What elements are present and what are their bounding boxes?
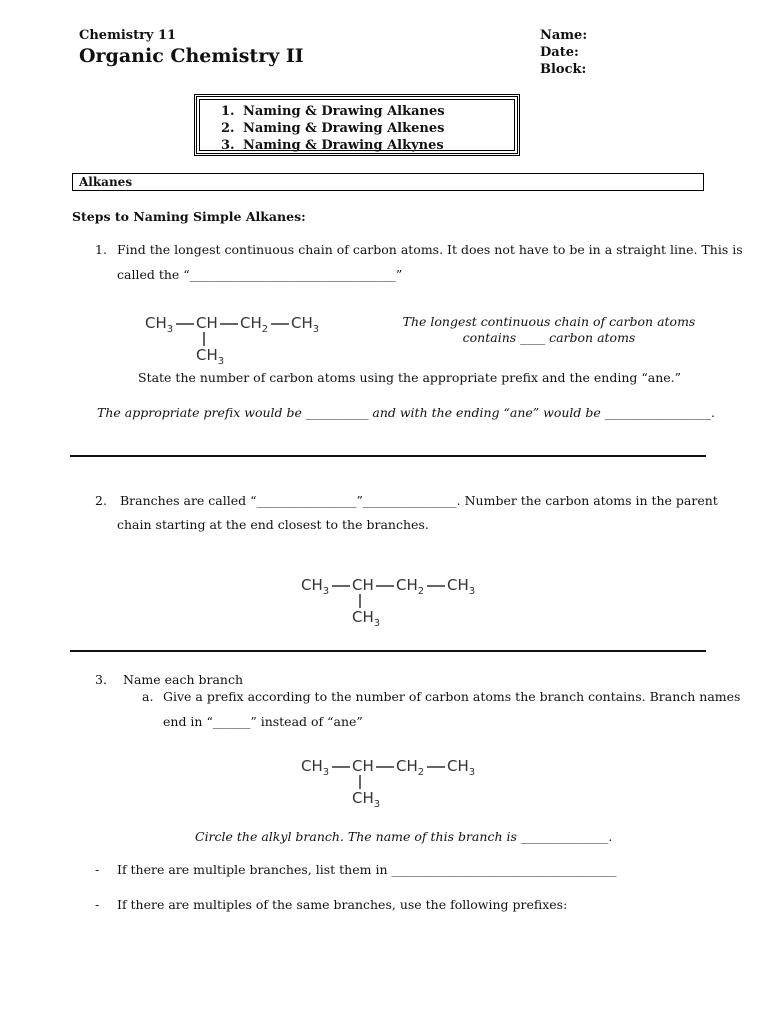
block-label: Block: <box>540 62 587 77</box>
step1-number: 1. <box>95 242 107 257</box>
bond-line <box>359 775 361 789</box>
name-label: Name: <box>540 28 588 43</box>
state-instruction: State the number of carbon atoms using the appropriate prefix and the ending “ane.” <box>138 370 682 385</box>
bond-line <box>220 323 238 325</box>
carbon-group: $CH_3$ <box>145 314 174 335</box>
bullet-same-branches: If there are multiples of the same branches, use the following prefixes: <box>117 897 568 912</box>
step2-text-line2: chain starting at the end closest to the branches. <box>117 517 429 532</box>
step2-text: Branches are called “________________”_______________. Number the carbon atoms in the parent <box>120 493 718 508</box>
bond-line <box>427 766 445 768</box>
carbon-group: CH <box>196 314 218 332</box>
structural-formula-3 <box>301 755 491 811</box>
carbon-group: $CH_3$ <box>291 314 320 335</box>
contents-item: 2. Naming & Drawing Alkenes <box>221 121 445 136</box>
bond-line <box>376 585 394 587</box>
bullet-dash: - <box>95 862 100 877</box>
divider <box>70 455 706 457</box>
contents-item: 3. Naming & Drawing Alkynes <box>221 138 444 153</box>
step3a-text-line2: end in “______” instead of “ane” <box>163 714 363 729</box>
step2-number: 2. <box>95 493 107 508</box>
carbon-group: CH <box>352 757 374 775</box>
carbon-group: $CH_2$ <box>396 757 425 778</box>
carbon-group: CH <box>352 576 374 594</box>
step1-text-line2: called the “_________________________________” <box>117 267 403 282</box>
alkyl-branch-question: Circle the alkyl branch. The name of this branch is ______________. <box>195 829 613 844</box>
prefix-question: The appropriate prefix would be __________ and with the ending “ane” would be _________________. <box>97 405 716 420</box>
carbon-group: $CH_2$ <box>396 576 425 597</box>
page-title: Organic Chemistry II <box>79 45 304 67</box>
bullet-multiple-branches: If there are multiple branches, list them in ____________________________________ <box>117 862 617 877</box>
structural-formula-1 <box>145 312 335 368</box>
bullet-dash: - <box>95 897 100 912</box>
step3-number: 3. <box>95 672 107 687</box>
bond-line <box>332 585 350 587</box>
branch-group: $CH_3$ <box>352 789 381 810</box>
step3a-letter: a. <box>142 689 154 704</box>
chain-note-line2: contains ____ carbon atoms <box>462 330 636 345</box>
bond-line <box>332 766 350 768</box>
course-name: Chemistry 11 <box>79 28 177 43</box>
step1-text: Find the longest continuous chain of carbon atoms. It does not have to be in a straight line. This is <box>117 242 743 257</box>
carbon-group: $CH_3$ <box>447 757 476 778</box>
step3a-text: Give a prefix according to the number of carbon atoms the branch contains. Branch names <box>163 689 741 704</box>
bond-line <box>203 332 205 346</box>
branch-group: $CH_3$ <box>352 608 381 629</box>
steps-heading: Steps to Naming Simple Alkanes: <box>72 209 306 224</box>
bond-line <box>271 323 289 325</box>
section-header: Alkanes <box>72 173 704 191</box>
carbon-group: $CH_3$ <box>301 576 330 597</box>
contents-item: 1. Naming & Drawing Alkanes <box>221 104 445 119</box>
contents-box <box>194 94 520 156</box>
bond-line <box>427 585 445 587</box>
carbon-group: $CH_3$ <box>301 757 330 778</box>
bond-line <box>359 594 361 608</box>
structural-formula-2 <box>301 574 491 630</box>
divider <box>70 650 706 652</box>
chain-note-line1: The longest continuous chain of carbon atoms <box>402 314 696 329</box>
bond-line <box>376 766 394 768</box>
branch-group: $CH_3$ <box>196 346 225 367</box>
carbon-group: $CH_3$ <box>447 576 476 597</box>
carbon-group: $CH_2$ <box>240 314 269 335</box>
bond-line <box>176 323 194 325</box>
step3-text: Name each branch <box>123 672 244 687</box>
date-label: Date: <box>540 45 579 60</box>
